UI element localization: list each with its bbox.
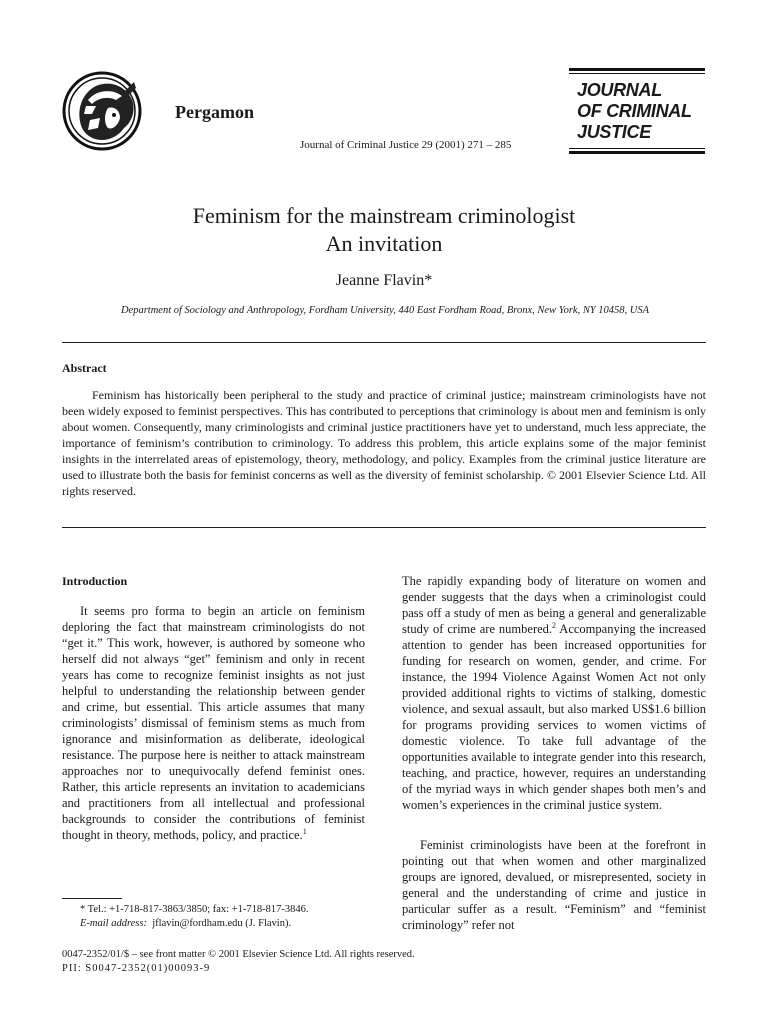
article-title: Feminism for the mainstream criminologist bbox=[192, 203, 576, 228]
divider bbox=[62, 527, 706, 528]
footnote-contact: * Tel.: +1-718-817-3863/3850; fax: +1-718-817-3846. bbox=[80, 904, 309, 915]
footnote-rule bbox=[62, 898, 122, 899]
abstract-text: Feminism has historically been peripheral to the study and practice of criminal justice; mainstream criminologists have not been widely exposed to feminist perspectives. This has contributed to perceptions that criminology is about men and feminism is only about women. Consequently, many criminologists and criminal justice practitioners have yet to understand, much less appreciate, the importance of feminism’s contribution to criminology. To address this problem, this article explains some of the major feminist insights in the interrelated areas of epistemology, theory, methodology, and policy. Examples from the criminal justice literature are used to illustrate both the basis for feminist concerns as well as the diversity of feminist scholarship. © 2001 Elsevier Science Ltd. All rights reserved. bbox=[62, 388, 706, 498]
paragraph-text: Accompanying the increased attention to gender has been increased opportunities for funding for research on women, gender, and crime. For instance, the 1994 Violence Against Women Act not only provided additional rights to victims of stalking, domestic violence, and sexual assault, but also marked US$1.6 billion for programs providing services to women victims of domestic violence. To take full advantage of the opportunities available to integrate gender into this research, teaching, and practice, however, requires an understanding of the myriad ways in which gender shapes both men’s and women’s experiences in the criminal justice system. bbox=[402, 622, 706, 812]
author-affiliation: Department of Sociology and Anthropology, Fordham University, 440 East Fordham Road, Bronx, New York, NY 10458, USA bbox=[120, 305, 650, 316]
journal-title-line: JOURNAL bbox=[577, 80, 662, 100]
author-name: Jeanne Flavin* bbox=[335, 272, 433, 289]
divider bbox=[62, 342, 706, 343]
journal-title bbox=[569, 74, 705, 148]
journal-masthead bbox=[569, 68, 705, 154]
footnote-marker[interactable]: 2 bbox=[552, 620, 557, 630]
paragraph-text: It seems pro forma to begin an article on feminism deploring the fact that mainstream criminologists do not “get it.” This work, however, is authored by someone who herself did not always “get” feminism and only in recent years has come to recognize feminist insights as not just helpful to understanding the relationship between gender and crime, but essential. This article assumes that many criminologists’ dismissal of feminism stems as much from ignorance and misinformation as deliberate, ideological resistance. The purpose here is neither to attack mainstream approaches nor to unequivocally defend feminist ones. Rather, this article represents an invitation to academicians and practitioners from all intellectual and professional backgrounds to consider the contributions of feminist thought in theory, methods, policy, and practice. bbox=[62, 604, 365, 842]
publisher-name: Pergamon bbox=[175, 102, 254, 122]
pii-line: PII: S0047-2352(01)00093-9 bbox=[62, 963, 211, 974]
helmeted-head-logo-icon bbox=[62, 70, 157, 152]
article-subtitle: An invitation bbox=[325, 231, 443, 256]
publisher-logo bbox=[62, 70, 157, 152]
email-address[interactable]: jflavin@fordham.edu (J. Flavin). bbox=[152, 918, 292, 929]
footnote-marker[interactable]: 1 bbox=[302, 826, 307, 836]
right-column-paragraph: Feminist criminologists have been at the forefront in pointing out that when women and other marginalized groups are ignored, devalued, or misrepresented, society in general and the understanding of crime and justice in particular suffer as a result. “Feminism” and “feminist criminology” refer not bbox=[402, 838, 706, 932]
masthead-bottom-thin-rule bbox=[569, 148, 705, 149]
right-column-paragraph bbox=[402, 573, 706, 813]
masthead-bottom-rule bbox=[569, 151, 705, 154]
front-matter bbox=[62, 948, 415, 976]
copyright-line: 0047-2352/01/$ – see front matter © 2001 Elsevier Science Ltd. All rights reserved. bbox=[62, 949, 415, 960]
introduction-paragraph bbox=[62, 603, 365, 843]
journal-citation: Journal of Criminal Justice 29 (2001) 271 – 285 bbox=[300, 139, 512, 151]
journal-title-line: OF CRIMINAL bbox=[577, 101, 692, 121]
author-footnote bbox=[62, 903, 365, 931]
journal-title-line: JUSTICE bbox=[577, 122, 651, 142]
section-heading-introduction: Introduction bbox=[62, 574, 128, 588]
email-label: E-mail address: bbox=[80, 918, 147, 929]
footnote-email-line bbox=[62, 917, 365, 931]
paragraph-text: The rapidly expanding body of literature on women and gender suggests that the days when a criminologist could pass off a study of men as being a general and generalizable study of crime are numbered. bbox=[402, 574, 706, 636]
masthead-top-rule bbox=[569, 68, 705, 71]
abstract-heading: Abstract bbox=[62, 361, 107, 375]
